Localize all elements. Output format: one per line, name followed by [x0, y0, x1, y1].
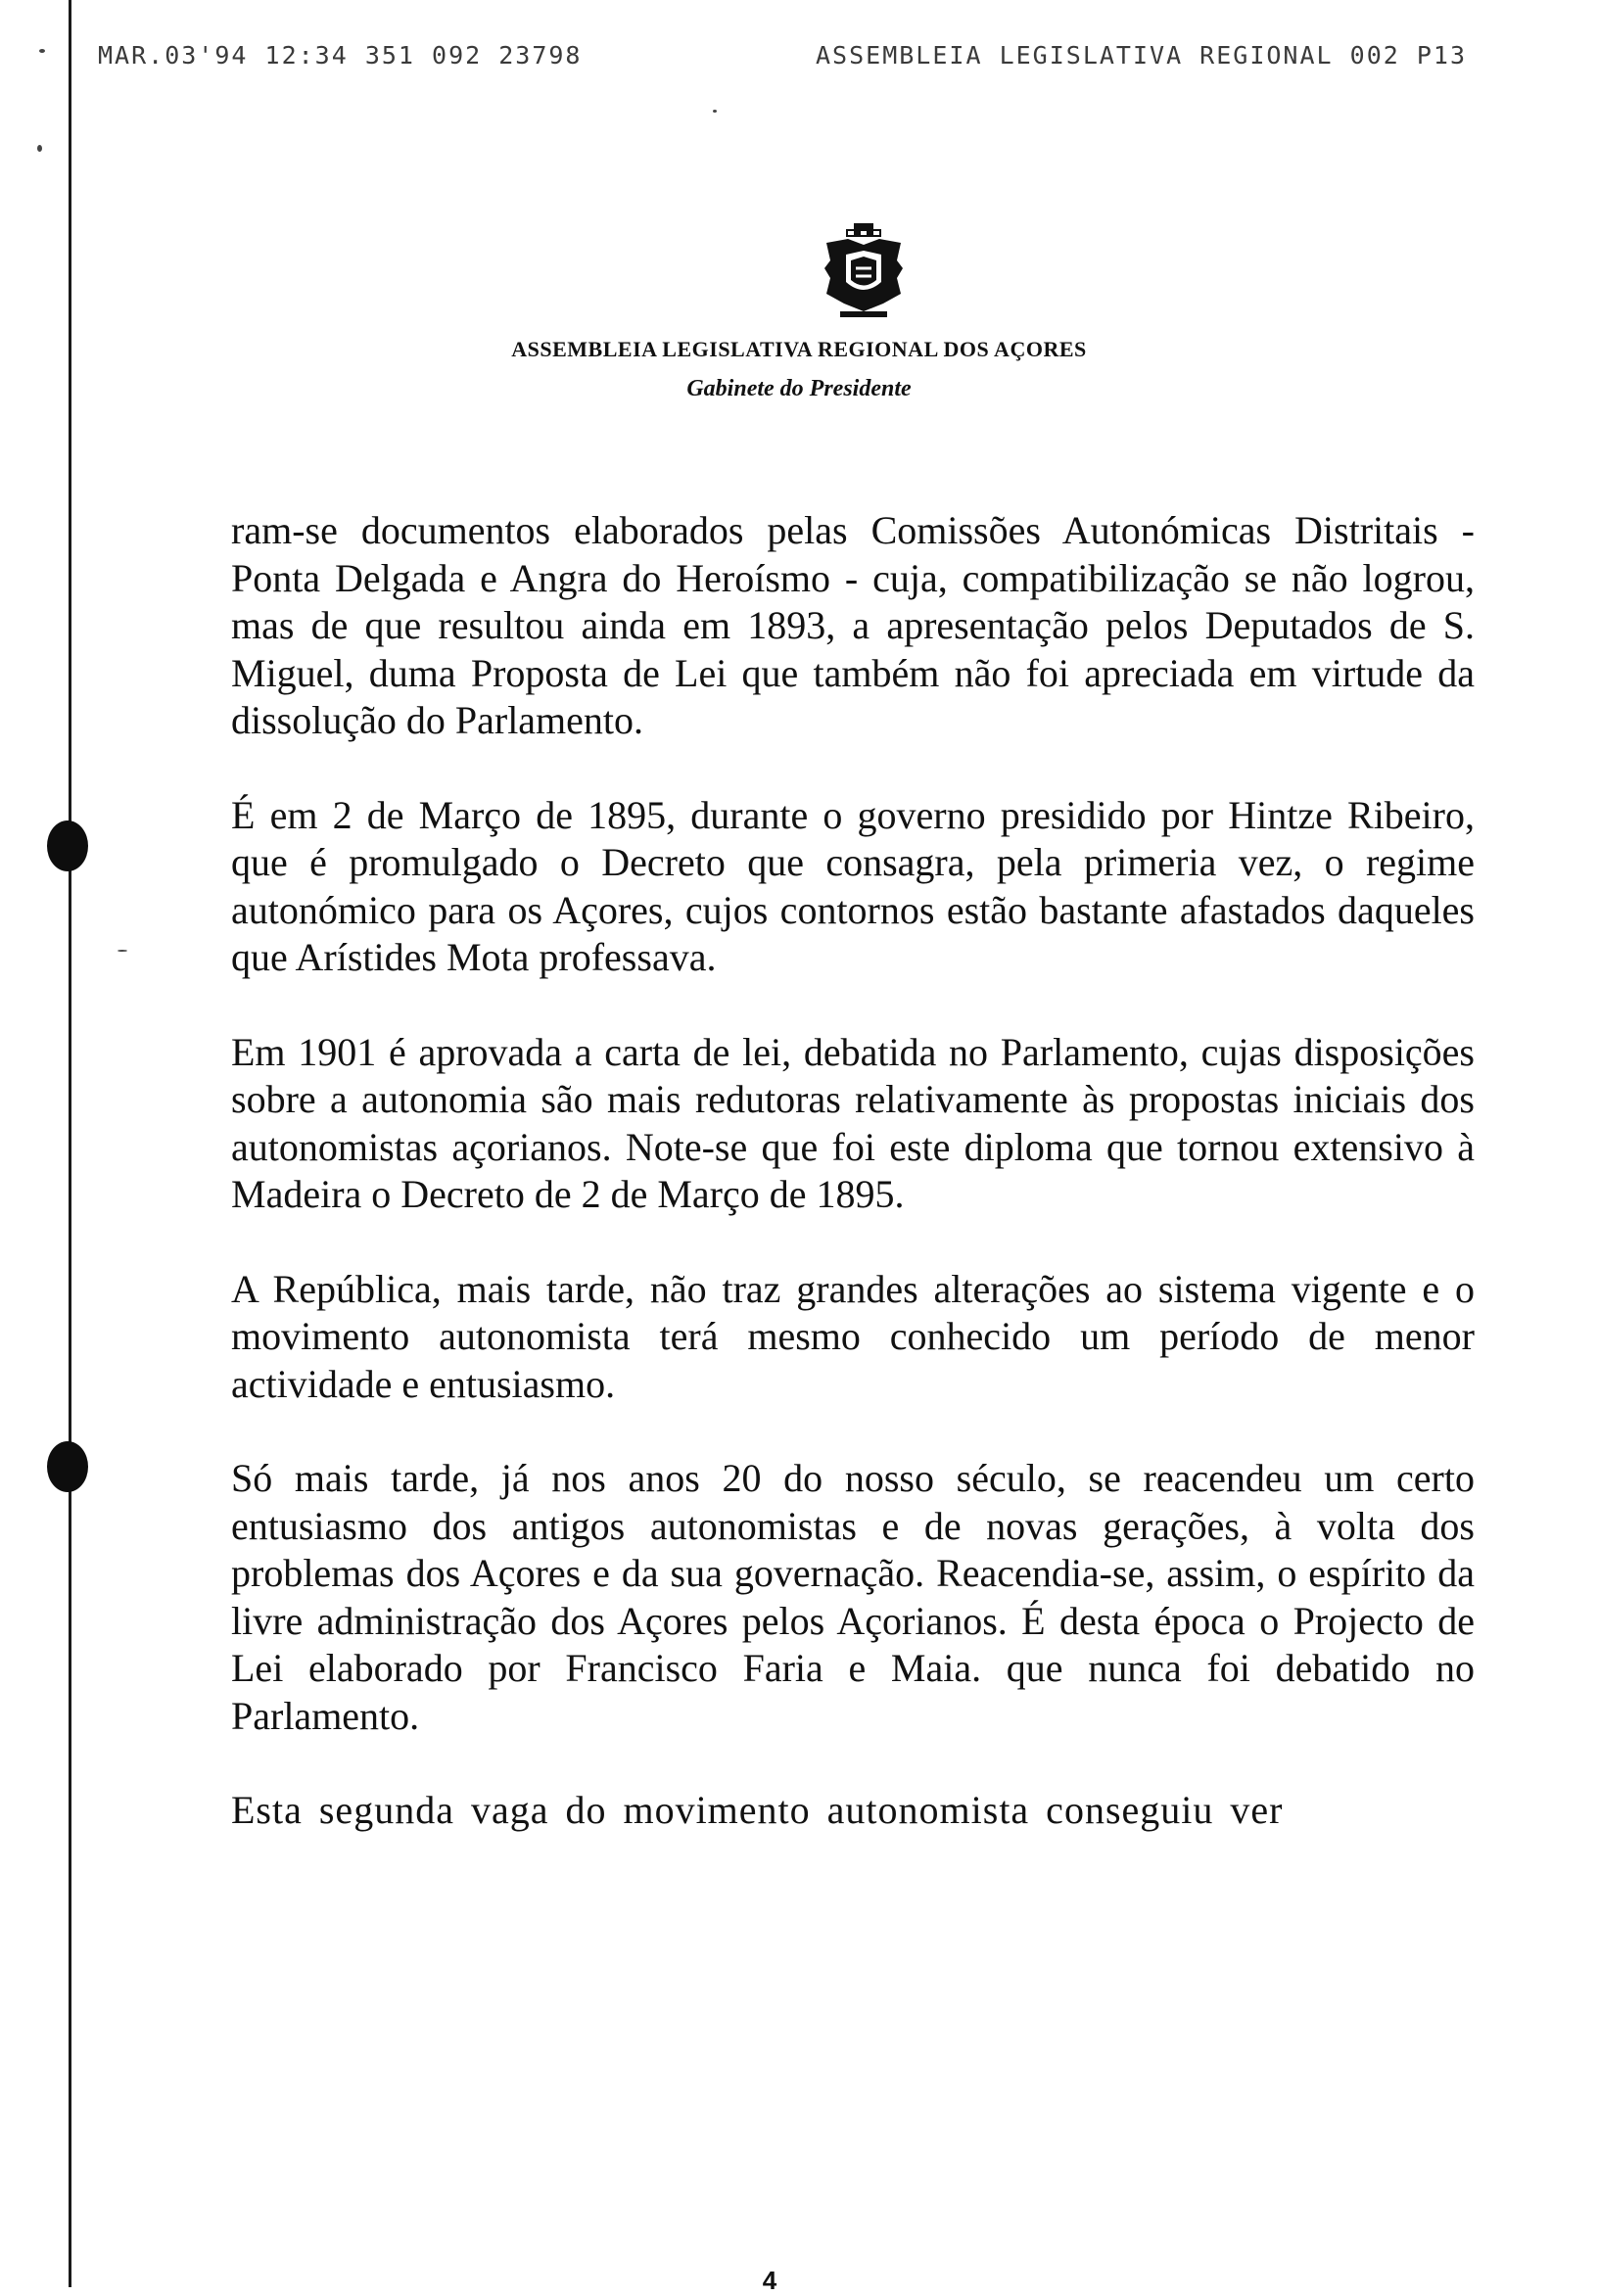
paragraph: A República, mais tarde, não traz grandes alterações ao sistema vigente e o movimento autonomista terá mesmo conhecido um período de menor actividade e entusiasmo. — [231, 1266, 1475, 1406]
scan-speck — [39, 49, 45, 53]
organization-name: ASSEMBLEIA LEGISLATIVA REGIONAL DOS AÇORES — [511, 337, 1087, 361]
paragraph: É em 2 de Março de 1895, durante o governo presidido por Hintze Ribeiro, que é promulgado o Decreto que consagra, pela primeria vez, o regime autonómico para os Açores, cujos contornos estão bastante afastados daqueles que Arístides Mota professava. — [231, 792, 1475, 979]
punch-hole — [47, 1441, 88, 1492]
scan-speck — [118, 950, 127, 952]
page-number: 4 — [762, 2266, 777, 2295]
office-name: Gabinete do Presidente — [686, 376, 912, 401]
paragraph: Só mais tarde, já nos anos 20 do nosso século, se reacendeu um certo entusiasmo dos antigos autonomistas e de novas gerações, à volta dos problemas dos Açores e da sua governação. Reacendia-se, assim, o espírito da livre administração dos Açores pelos Açorianos. É desta época o Projecto de Lei elaborado por Francisco Faria e Maia. que nunca foi debatido no Parlamento. — [231, 1456, 1475, 1738]
paragraph: Em 1901 é aprovada a carta de lei, debatida no Parlamento, cujas disposições sobre a autonomia são mais redutoras relativamente às propostas iniciais dos autonomistas açorianos. Note-se que foi este diploma que tornou extensivo à Madeira o Decreto de 2 de Março de 1895. — [231, 1029, 1475, 1216]
punch-hole — [47, 820, 88, 871]
scan-speck — [713, 110, 717, 113]
document-body — [231, 507, 1475, 1882]
coat-of-arms-crest — [819, 221, 909, 319]
scan-speck — [37, 145, 42, 152]
fax-header-right: ASSEMBLEIA LEGISLATIVA REGIONAL 002 P13 — [816, 41, 1467, 70]
paragraph: ram-se documentos elaborados pelas Comissões Autonómicas Distritais - Ponta Delgada e Angra do Heroísmo - cuja, compatibilização se não logrou, mas de que resultou ainda em 1893, a apresentação pelos Deputados de S. Miguel, duma Proposta de Lei que também não foi apreciada em virtude da dissolução do Parlamento. — [231, 508, 1475, 742]
paragraph: Esta segunda vaga do movimento autonomista conseguiu ver — [231, 1788, 1284, 1832]
fax-header-left: MAR.03'94 12:34 351 092 23798 — [98, 41, 583, 70]
fax-transmission-header — [98, 41, 1567, 80]
